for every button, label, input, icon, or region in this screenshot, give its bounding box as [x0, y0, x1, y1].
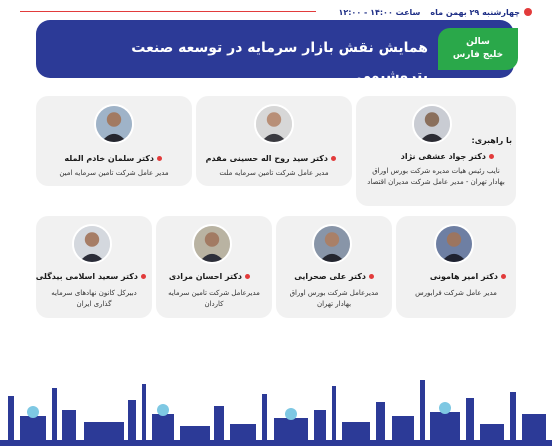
speaker-card [156, 216, 272, 318]
speaker-card [396, 216, 516, 318]
speaker-title: مدیر عامل شرکت تامین سرمایه ملت [219, 169, 329, 177]
speaker-name: دکتر جواد عشقی نژاد [401, 152, 494, 161]
speaker-title: نایب رئیس هیات مدیره شرکت بورس اوراق بهادار تهران - مدیر عامل شرکت مدیران اقتصاد [367, 167, 505, 186]
speaker-card [36, 96, 192, 186]
event-datetime [338, 4, 532, 20]
speaker-name: دکتر امیر هامونی [430, 272, 506, 281]
speaker-name: دکتر سعید اسلامی بیدگلی [36, 272, 146, 281]
speaker-card-moderator [356, 96, 516, 206]
hall-name: خلیج فارس [452, 50, 504, 60]
speaker-name: دکتر سید روح اله حسینی مقدم [206, 154, 336, 163]
hall-badge [438, 28, 518, 70]
speaker-name: دکتر سلمان خادم المله [64, 154, 162, 163]
speaker-title: مدیرعامل شرکت بورس اوراق بهادار تهران [289, 289, 379, 308]
moderator-label: با راهبری: [471, 136, 512, 145]
speaker-photo-avatar [434, 224, 474, 264]
speaker-photo-avatar [312, 224, 352, 264]
speaker-card [196, 96, 352, 186]
event-title: همایش نقش بازار سرمایه در توسعه صنعت پتروشیمی [131, 40, 428, 84]
speaker-photo-avatar [94, 104, 134, 144]
speaker-card [36, 216, 152, 318]
event-time: ساعت ۱۴:۰۰ - ۱۲:۰۰ [338, 7, 421, 17]
speaker-title: مدیرعامل شرکت تامین سرمایه کاردان [168, 289, 260, 308]
bullet-icon [369, 274, 374, 279]
speaker-photo-avatar [412, 104, 452, 144]
speaker-title: مدیر عامل شرکت تامین سرمایه امین [59, 169, 169, 177]
header-divider-line [20, 11, 316, 12]
hall-label: سالن [466, 37, 490, 47]
bullet-icon [157, 156, 162, 161]
bullet-icon [245, 274, 250, 279]
speaker-name: دکتر علی صحرایی [294, 272, 374, 281]
bullet-icon [331, 156, 336, 161]
speaker-photo-avatar [72, 224, 112, 264]
bullet-icon [501, 274, 506, 279]
bullet-icon [141, 274, 146, 279]
speaker-title: مدیر عامل شرکت فرابورس [415, 289, 497, 297]
refinery-skyline-illustration [0, 366, 552, 446]
speaker-photo-avatar [192, 224, 232, 264]
speaker-card [276, 216, 392, 318]
bullet-icon [489, 154, 494, 159]
speaker-photo-avatar [254, 104, 294, 144]
date-bullet-icon [524, 8, 532, 16]
speaker-name: دکتر احسان مرادی [169, 272, 250, 281]
event-date: چهارشنبه ۲۹ بهمن ماه [430, 7, 520, 17]
speaker-title: دبیرکل کانون نهادهای سرمایه گذاری ایران [51, 289, 137, 308]
